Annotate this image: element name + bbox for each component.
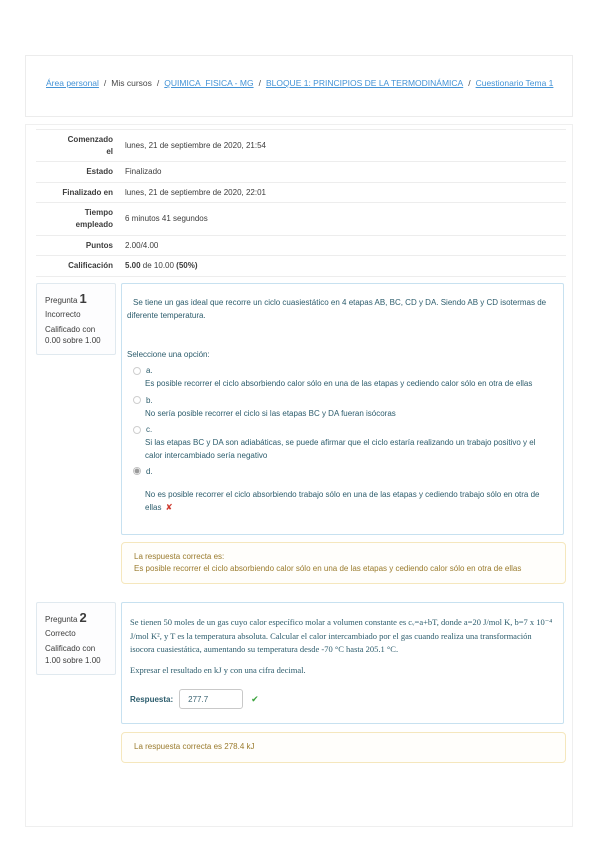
- question-number-value: 2: [79, 610, 87, 626]
- breadcrumb-link-cuestionario[interactable]: Cuestionario Tema 1: [475, 78, 554, 88]
- breadcrumb-separator: /: [258, 78, 261, 88]
- answer-row: [127, 689, 553, 709]
- answer-prompt: Seleccione una opción:: [127, 350, 210, 360]
- option-d-text-value: No es posible recorrer el ciclo absorbiendo trabajo sólo en una de las etapas y cediendo trabajo sólo en otra de ellas: [145, 489, 540, 513]
- attempt-summary-table: [36, 129, 566, 277]
- option-c-text: Si las etapas BC y DA son adiabáticas, se puede afirmar que el ciclo estaría realizando un trabajo positivo y el calor intercambiado sería negativo: [145, 438, 536, 460]
- feedback-box-2: [121, 732, 566, 762]
- option-b-letter: b.: [146, 395, 153, 405]
- question-number-label: Pregunta: [45, 615, 78, 625]
- question-text-p1: Se tienen 50 moles de un gas cuyo calor específico molar a volumen constante es cᵥ=a+bT, donde a=20 J/mol K, b=7 x 10⁻⁴ J/mol K², y T es la temperatura absoluta. Calcular el calor intercambiado por el gas cuando realiza una transformación isocora cuasiestática, aumentando su temperatura desde -70 °C hasta 205.1 °C.: [130, 617, 553, 654]
- question-text-p2: Expresar el resultado en kJ y con una cifra decimal.: [130, 664, 306, 675]
- question-number: [45, 291, 109, 306]
- breadcrumb-text-mis-cursos: Mis cursos: [111, 78, 152, 88]
- summary-label: Estado: [86, 167, 113, 177]
- breadcrumb: [26, 56, 572, 88]
- summary-label: Calificación: [68, 261, 113, 271]
- summary-label: Finalizado en: [62, 187, 113, 197]
- summary-label: Tiempo empleado: [75, 208, 113, 229]
- incorrect-icon: ✘: [165, 502, 173, 513]
- option-a-letter: a.: [146, 366, 153, 376]
- summary-row-calificacion: [36, 256, 566, 277]
- breadcrumb-link-bloque[interactable]: BLOQUE 1: PRINCIPIOS DE LA TERMODINÁMICA: [265, 78, 464, 88]
- option-c-letter: c.: [146, 425, 153, 435]
- answer-label: Respuesta:: [130, 694, 174, 704]
- breadcrumb-link-curso[interactable]: QUIMICA_FISICA - MG: [164, 78, 254, 88]
- answer-input[interactable]: [179, 689, 243, 709]
- breadcrumb-link-area-personal[interactable]: Área personal: [46, 78, 99, 88]
- summary-value: 2.00/4.00: [125, 240, 159, 250]
- question-2: [36, 602, 564, 724]
- breadcrumb-separator: /: [468, 78, 471, 88]
- grade-percent: (50%): [176, 261, 198, 271]
- question-number: [45, 610, 109, 625]
- question-number-label: Pregunta: [45, 295, 78, 305]
- summary-value: 6 minutos 41 segundos: [125, 214, 208, 224]
- summary-row-puntos: [36, 235, 566, 256]
- question-text: Se tiene un gas ideal que recorre un ciclo cuasiestático en 4 etapas AB, BC, CD y DA. Siendo AB y CD isotermas de diferente temperatura.: [127, 297, 547, 320]
- option-c: [127, 425, 553, 462]
- breadcrumb-separator: /: [156, 78, 160, 88]
- summary-label: Comenzado el: [67, 135, 113, 156]
- summary-value: Finalizado: [125, 167, 162, 177]
- question-state: Correcto: [45, 629, 76, 639]
- summary-row-finalizado: [36, 182, 566, 203]
- option-c-radio[interactable]: [133, 426, 141, 434]
- option-d-letter: d.: [146, 466, 153, 476]
- question-1-content: [121, 283, 564, 535]
- feedback-text: Es posible recorrer el ciclo absorbiendo calor sólo en una de las etapas y cediendo calor sólo en otra de ellas: [134, 564, 522, 574]
- option-a-text: Es posible recorrer el ciclo absorbiendo calor sólo en una de las etapas y cediendo calor sólo en otra de ellas: [145, 379, 533, 389]
- option-b-text: No sería posible recorrer el ciclo si las etapas BC y DA fueran isócoras: [145, 408, 396, 418]
- option-d-text: [145, 489, 553, 515]
- correct-icon: ✔: [251, 693, 259, 704]
- feedback-text: La respuesta correcta es 278.4 kJ: [134, 742, 255, 752]
- breadcrumb-card: [25, 55, 573, 117]
- quiz-attempt-card: [25, 124, 573, 827]
- option-b: [127, 396, 553, 420]
- question-state: Incorrecto: [45, 309, 81, 319]
- option-b-radio[interactable]: [133, 396, 141, 404]
- summary-row-tiempo: [36, 203, 566, 235]
- feedback-title: La respuesta correcta es:: [134, 551, 225, 561]
- question-2-info: [36, 602, 116, 674]
- summary-row-estado: [36, 162, 566, 183]
- question-1-info: [36, 283, 116, 355]
- question-grade-note: Calificado con 1.00 sobre 1.00: [45, 644, 101, 665]
- option-d-radio-selected[interactable]: [133, 467, 141, 475]
- summary-value: lunes, 21 de septiembre de 2020, 22:01: [125, 187, 266, 197]
- question-2-content: [121, 602, 564, 724]
- grade-scale: de 10.00: [140, 261, 177, 271]
- summary-value: lunes, 21 de septiembre de 2020, 21:54: [125, 140, 266, 150]
- breadcrumb-separator: /: [103, 78, 107, 88]
- feedback-box-1: [121, 542, 566, 585]
- question-grade-note: Calificado con 0.00 sobre 1.00: [45, 324, 101, 345]
- option-a: [127, 366, 553, 390]
- question-text: [127, 616, 553, 677]
- option-d: [127, 467, 553, 515]
- question-1: [36, 283, 564, 535]
- option-a-radio[interactable]: [133, 367, 141, 375]
- summary-value: [121, 256, 566, 277]
- question-number-value: 1: [79, 290, 87, 306]
- grade-value: 5.00: [125, 261, 141, 271]
- summary-row-comenzado: [36, 130, 566, 162]
- summary-label: Puntos: [85, 240, 113, 250]
